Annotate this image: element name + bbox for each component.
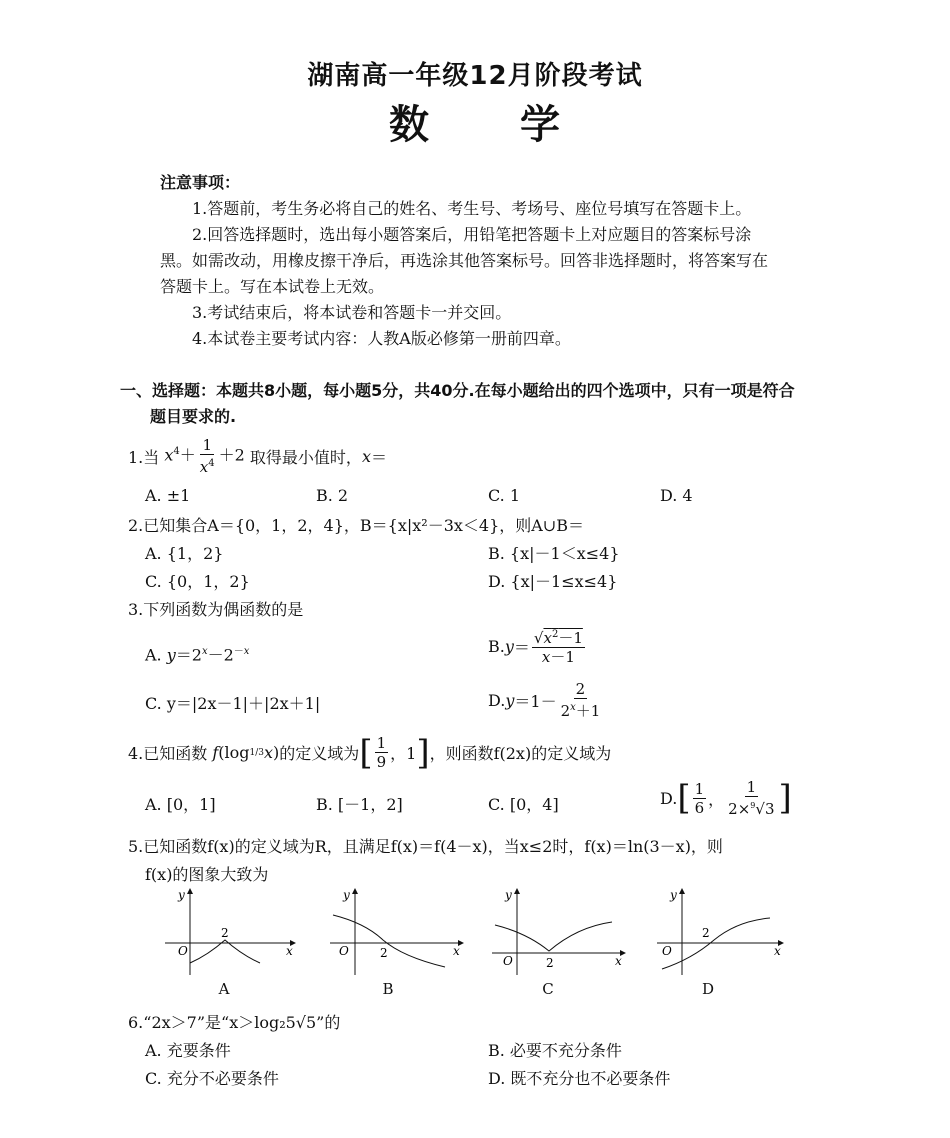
origin-label: O bbox=[178, 944, 188, 958]
notice-item: 3.考试结束后，将本试卷和答题卡一并交回。 bbox=[192, 303, 512, 322]
q3-option-d: D. y ＝1－ $\frac{2}{2^x+1}$ bbox=[488, 680, 601, 720]
exam-title: 湖南高一年级12月阶段考试 bbox=[307, 61, 643, 91]
arrow-icon bbox=[679, 888, 685, 894]
q1-suffix: 取得最小值时， bbox=[249, 447, 362, 467]
y-label: y bbox=[505, 888, 512, 902]
question-4-stem: 4.已知函数 f (log 1/3 x ) 的定义域为 [ $\frac{1}{9}$ ，1 ] ，则函数f(2x)的定义域为 bbox=[128, 732, 612, 773]
q1-option-c: C. 1 bbox=[488, 486, 521, 505]
notice-item: 1.答题前，考生务必将自己的姓名、考生号、考场号、座位号填写在答题卡上。 bbox=[192, 199, 752, 218]
subject-char-1: 数 bbox=[389, 102, 430, 148]
subject-title bbox=[0, 93, 950, 150]
graph-label-b: B bbox=[382, 980, 394, 998]
notice-item: 答题卡上。写在本试卷上无效。 bbox=[160, 277, 385, 296]
q2-option-c: C. {0，1，2} bbox=[145, 572, 250, 591]
question-2-stem: 2.已知集合A＝{0，1，2，4}，B＝{x|x²－3x＜4}，则A∪B＝ bbox=[128, 516, 584, 535]
q2-option-a: A. {1，2} bbox=[145, 544, 224, 563]
q1-prefix: 1.当 bbox=[128, 447, 160, 467]
x-label: x bbox=[286, 944, 293, 958]
q1-expr: $x^4+$ $\frac{1}{x^4}$ ＋2 bbox=[164, 436, 250, 476]
q4-option-a: A. [0，1] bbox=[145, 795, 216, 814]
y-label: y bbox=[670, 888, 677, 902]
notice-heading: 注意事项： bbox=[160, 173, 241, 192]
q2-option-d: D. {x|－1≤x≤4} bbox=[488, 572, 618, 591]
section-heading: 一、选择题：本题共8小题，每小题5分，共40分.在每小题给出的四个选项中，只有一项是符合 bbox=[120, 381, 795, 400]
graph-label-a: A bbox=[218, 980, 230, 998]
question-1-stem: 1.当 $x^4+$ $\frac{1}{x^4}$ ＋2 取得最小值时， x ＝ bbox=[128, 436, 387, 476]
graph-d bbox=[652, 885, 792, 980]
graph-b-curve bbox=[333, 915, 445, 967]
origin-label: O bbox=[503, 954, 513, 968]
question-5-stem: 5.已知函数f(x)的定义域为R，且满足f(x)＝f(4－x)，当x≤2时，f(x)＝ln(3－x)，则 bbox=[128, 837, 723, 856]
tick-label: 2 bbox=[702, 926, 710, 940]
tick-label: 2 bbox=[546, 956, 554, 970]
origin-label: O bbox=[662, 944, 672, 958]
graph-c bbox=[487, 885, 632, 980]
q6-option-b: B. 必要不充分条件 bbox=[488, 1041, 622, 1060]
graph-b bbox=[325, 885, 470, 980]
graph-a bbox=[160, 885, 300, 980]
question-3-stem: 3.下列函数为偶函数的是 bbox=[128, 600, 304, 619]
graph-label-d: D bbox=[701, 980, 715, 998]
q6-option-a: A. 充要条件 bbox=[145, 1041, 231, 1060]
question-6-stem: 6.“2x＞7”是“x＞log₂5√5”的 bbox=[128, 1013, 341, 1032]
arrow-icon bbox=[187, 888, 193, 894]
q1-option-a: A. ±1 bbox=[145, 486, 191, 505]
subject-char-2: 学 bbox=[520, 102, 561, 148]
question-5-stem-cont: f(x)的图象大致为 bbox=[145, 865, 269, 884]
origin-label: O bbox=[339, 944, 349, 958]
y-label: y bbox=[343, 888, 350, 902]
notice-item: 黑。如需改动，用橡皮擦干净后，再选涂其他答案标号。回答非选择题时，将答案写在 bbox=[160, 251, 769, 270]
x-label: x bbox=[453, 944, 460, 958]
q6-option-c: C. 充分不必要条件 bbox=[145, 1069, 279, 1088]
notice-item: 4.本试卷主要考试内容：人教A版必修第一册前四章。 bbox=[192, 329, 571, 348]
tick-label: 2 bbox=[221, 926, 229, 940]
q1-option-d: D. 4 bbox=[660, 486, 693, 505]
q3-option-a: A. $y=2^x-2^{-x}$ bbox=[145, 645, 250, 665]
graph-c-curve bbox=[495, 922, 612, 951]
section-heading-cont: 题目要求的. bbox=[150, 407, 237, 426]
x-label: x bbox=[774, 944, 781, 958]
q4-prefix: 4.已知函数 bbox=[128, 744, 208, 763]
q6-option-d: D. 既不充分也不必要条件 bbox=[488, 1069, 671, 1088]
q1-option-b: B. 2 bbox=[316, 486, 349, 505]
q4-option-b: B. [－1，2] bbox=[316, 795, 403, 814]
q4-option-c: C. [0，4] bbox=[488, 795, 559, 814]
arrow-icon bbox=[514, 888, 520, 894]
y-label: y bbox=[178, 888, 185, 902]
x-label: x bbox=[615, 954, 622, 968]
tick-label: 2 bbox=[380, 946, 388, 960]
arrow-icon bbox=[352, 888, 358, 894]
q3-option-b: B. y ＝ $\frac{√x^2-1}{x-1}$ bbox=[488, 626, 587, 666]
q4-suffix: ，则函数f(2x)的定义域为 bbox=[429, 744, 612, 763]
q3-option-c: C. y＝|2x－1|＋|2x＋1| bbox=[145, 694, 321, 713]
q2-option-b: B. {x|－1＜x≤4} bbox=[488, 544, 620, 563]
q4-mid: 的定义域为 bbox=[279, 744, 360, 763]
notice-item: 2.回答选择题时，选出每小题答案后，用铅笔把答题卡上对应题目的答案标号涂 bbox=[192, 225, 752, 244]
q4-option-d: D. [ $\frac{1}{6}$ ， $\frac{1}{2\times^9√3}$ ] bbox=[660, 778, 792, 818]
graph-label-c: C bbox=[542, 980, 554, 998]
